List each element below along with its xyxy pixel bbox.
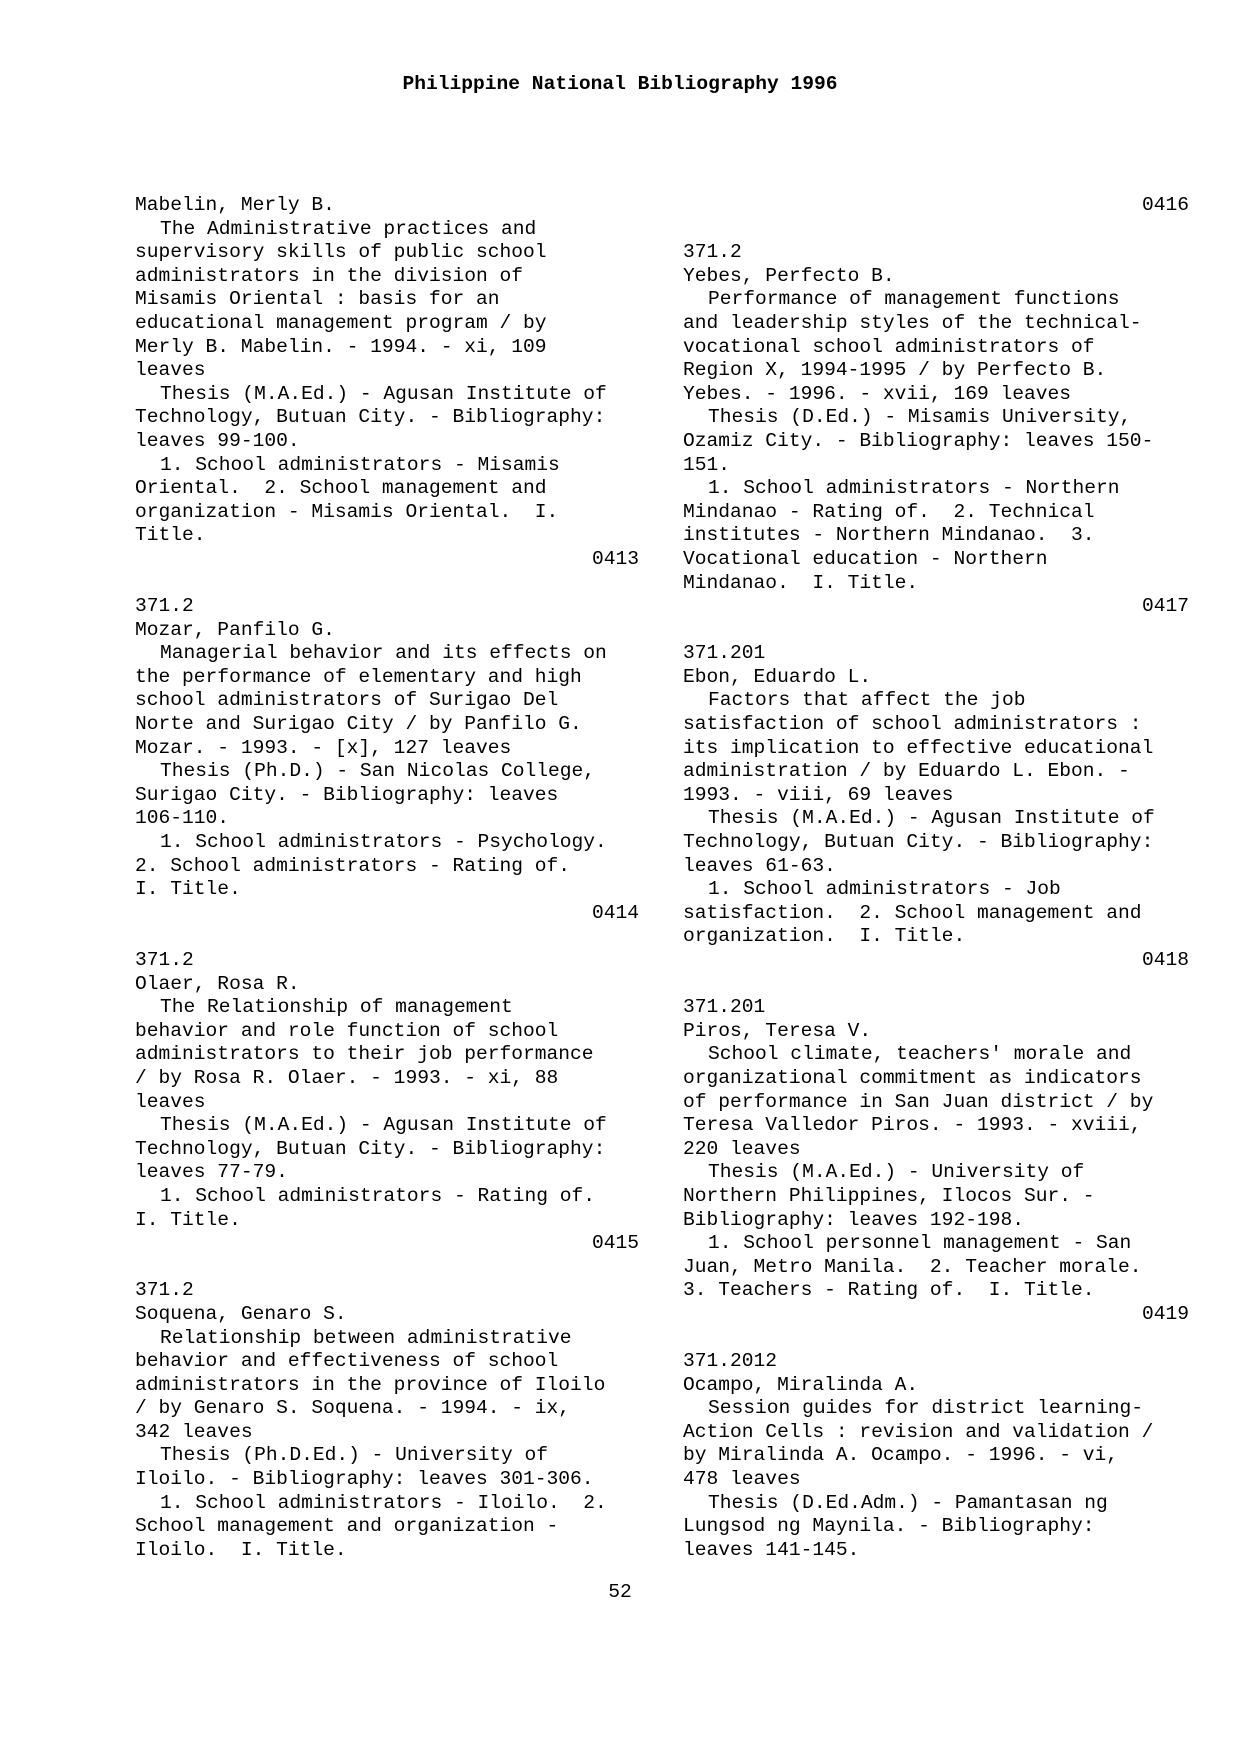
class-number: 371.201 [683,996,766,1019]
entry-subject-line: Oriental. 2. School management and [135,477,547,500]
entry-title-line: Teresa Valledor Piros. - 1993. - xviii, [683,1114,1142,1137]
entry-thesis-line: leaves 141-145. [683,1538,860,1561]
entry-title-line: supervisory skills of public school [135,241,547,264]
entry-title-line: educational management program / by [135,311,547,334]
entry-thesis-line: Northern Philippines, Ilocos Sur. - [683,1184,1095,1207]
entry-subject-line: satisfaction. 2. School management and [683,901,1142,924]
entry-title-line: Merly B. Mabelin. - 1994. - xi, 109 [135,335,547,358]
entry-thesis-line: Thesis (D.Ed.) - Misamis University, [708,406,1132,429]
entry-author: Piros, Teresa V. [683,1019,872,1042]
entry-thesis-line: Iloilo. - Bibliography: leaves 301-306. [135,1468,594,1491]
entry-thesis-line: Surigao City. - Bibliography: leaves [135,783,559,806]
bibliography-entry [135,1279,639,1562]
entry-title-line: behavior and effectiveness of school [135,1350,559,1373]
class-number: 371.2 [135,1279,194,1302]
entry-title-line: 220 leaves [683,1137,801,1160]
entry-thesis-line: Bibliography: leaves 192-198. [683,1208,1024,1231]
entry-title-line: the performance of elementary and high [135,665,582,688]
entry-number: 0419 [1141,1302,1189,1325]
entry-subject-line: institutes - Northern Mindanao. 3. [683,524,1095,547]
entry-thesis-line: Thesis (M.A.Ed.) - Agusan Institute of [160,1114,607,1137]
entry-author: Yebes, Perfecto B. [683,264,895,287]
entry-subject-line: Mindanao. I. Title. [683,571,919,594]
entry-title-line: The Administrative practices and [160,217,537,240]
entry-thesis-line: Ozamiz City. - Bibliography: leaves 150- [683,429,1154,452]
entry-thesis-line: Thesis (M.A.Ed.) - Agusan Institute of [160,382,607,405]
entry-number: 0416 [1141,194,1189,216]
entry-title-line: by Miralinda A. Ocampo. - 1996. - vi, [683,1444,1119,1467]
entry-thesis-line: leaves 77-79. [135,1161,288,1184]
class-number: 371.2 [135,595,194,618]
class-number: 371.201 [683,642,766,665]
page-title: Philippine National Bibliography 1996 [402,73,838,95]
entry-thesis-line: Technology, Butuan City. - Bibliography: [683,831,1154,854]
entry-title-line: school administrators of Surigao Del [135,689,559,712]
entry-title-line: School climate, teachers' morale and [708,1043,1132,1066]
entry-title-line: administration / by Eduardo L. Ebon. - [683,760,1130,783]
entry-spacer [135,1256,639,1280]
entry-subject-line: 1. School personnel management - San [708,1232,1132,1255]
bibliography-entry [135,194,639,595]
entry-title-line: administrators in the province of Iloilo [135,1373,606,1396]
entry-thesis-line: 106-110. [135,807,230,830]
entry-subject-line: School management and organization - [135,1515,559,1538]
page-number: 52 [608,1581,632,1603]
entry-title-line: Region X, 1994-1995 / by Perfecto B. [683,359,1107,382]
bibliography-entry [683,996,1189,1350]
right-column [683,194,1189,1562]
entry-subject-line: 2. School administrators - Rating of. [135,854,571,877]
entry-subject-line: Mindanao - Rating of. 2. Technical [683,500,1095,523]
entry-subject-line: 3. Teachers - Rating of. I. Title. [683,1279,1095,1302]
entry-title-line: Factors that affect the job [708,689,1026,712]
entry-title-line: satisfaction of school administrators : [683,713,1142,736]
entry-spacer [135,925,639,949]
entry-author: Mozar, Panfilo G. [135,618,335,641]
entry-subject-line: 1. School administrators - Job [708,878,1061,901]
entry-thesis-line: Technology, Butuan City. - Bibliography: [135,1137,606,1160]
bibliography-entry [135,949,639,1279]
entry-author: Ocampo, Miralinda A. [683,1373,919,1396]
entry-title-line: Mozar. - 1993. - [x], 127 leaves [135,736,512,759]
entry-number: 0415 [591,1232,639,1255]
entry-subject-line: organization. I. Title. [683,925,966,948]
entry-title-line: its implication to effective educational [683,736,1154,759]
entry-title-line: leaves [135,1090,206,1113]
entry-title-line: of performance in San Juan district / by [683,1090,1154,1113]
class-number: 371.2 [135,949,194,971]
bibliography-entry [683,1350,1189,1562]
entry-spacer [683,619,1189,643]
entry-subject-line: 1. School administrators - Misamis [160,453,560,476]
entry-title-line: The Relationship of management [160,996,513,1019]
entry-title-line: Yebes. - 1996. - xvii, 169 leaves [683,382,1072,405]
entry-spacer [135,572,639,596]
entry-spacer [683,1327,1189,1351]
entry-subject-line: 1. School administrators - Northern [708,477,1120,500]
entry-number: 0417 [1141,595,1189,618]
entry-subject-line: 1. School administrators - Iloilo. 2. [160,1491,607,1514]
entry-title-line: 478 leaves [683,1468,801,1491]
entry-title-line: 342 leaves [135,1420,253,1443]
entry-subject-line: 1. School administrators - Rating of. [160,1184,596,1207]
entry-thesis-line: Thesis (M.A.Ed.) - Agusan Institute of [708,807,1155,830]
bibliography-entry [683,241,1189,642]
entry-title-line: Action Cells : revision and validation / [683,1420,1154,1443]
entry-title-line: leaves [135,359,206,382]
class-number: 371.2012 [683,1350,778,1373]
entry-title-line: Misamis Oriental : basis for an [135,288,500,311]
entry-title-line: administrators in the division of [135,264,524,287]
entry-subject-line: 1. School administrators - Psychology. [160,831,607,854]
entry-thesis-line: leaves 61-63. [683,854,836,877]
entry-number: 0413 [591,547,639,570]
entry-title-line: Performance of management functions [708,288,1120,311]
entry-title-line: / by Rosa R. Olaer. - 1993. - xi, 88 [135,1066,559,1089]
entry-title-line: and leadership styles of the technical- [683,311,1142,334]
entry-thesis-line: leaves 99-100. [135,429,300,452]
entry-author: Olaer, Rosa R. [135,972,300,995]
entry-title-line: Relationship between administrative [160,1326,572,1349]
entry-thesis-line: Thesis (Ph.D.) - San Nicolas College, [160,760,596,783]
entry-number: 0418 [1141,949,1189,971]
entry-title-line: organizational commitment as indicators [683,1066,1142,1089]
entry-title-line: vocational school administrators of [683,335,1095,358]
entry-thesis-line: Thesis (M.A.Ed.) - University of [708,1161,1085,1184]
entry-subject-line: Iloilo. I. Title. [135,1538,347,1561]
entry-author: Mabelin, Merly B. [135,194,335,216]
entry-subject-line: I. Title. [135,1208,241,1231]
bibliography-entry [683,194,1189,241]
entry-author: Ebon, Eduardo L. [683,665,872,688]
entry-number: 0414 [591,901,639,924]
entry-title-line: Managerial behavior and its effects on [160,642,607,665]
entry-subject-line: Vocational education - Northern [683,547,1048,570]
entry-author: Soquena, Genaro S. [135,1302,347,1325]
entry-thesis-line: Thesis (Ph.D.Ed.) - University of [160,1444,549,1467]
entry-spacer [683,218,1189,242]
left-column [135,194,639,1562]
entry-title-line: behavior and role function of school [135,1019,559,1042]
entry-subject-line: I. Title. [135,878,241,901]
entry-thesis-line: Lungsod ng Maynila. - Bibliography: [683,1515,1095,1538]
class-number: 371.2 [683,241,742,264]
entry-title-line: Session guides for district learning- [708,1397,1144,1420]
entry-subject-line: organization - Misamis Oriental. I. [135,500,559,523]
bibliography-entry [683,642,1189,996]
entry-thesis-line: 151. [683,453,731,476]
entry-title-line: administrators to their job performance [135,1043,594,1066]
entry-title-line: Norte and Surigao City / by Panfilo G. [135,713,582,736]
entry-subject-line: Juan, Metro Manila. 2. Teacher morale. [683,1255,1142,1278]
entry-subject-line: Title. [135,524,206,547]
entry-title-line: / by Genaro S. Soquena. - 1994. - ix, [135,1397,571,1420]
entry-spacer [683,973,1189,997]
bibliography-entry [135,595,639,949]
entry-thesis-line: Technology, Butuan City. - Bibliography: [135,406,606,429]
entry-title-line: 1993. - viii, 69 leaves [683,783,954,806]
entry-thesis-line: Thesis (D.Ed.Adm.) - Pamantasan ng [708,1491,1108,1514]
